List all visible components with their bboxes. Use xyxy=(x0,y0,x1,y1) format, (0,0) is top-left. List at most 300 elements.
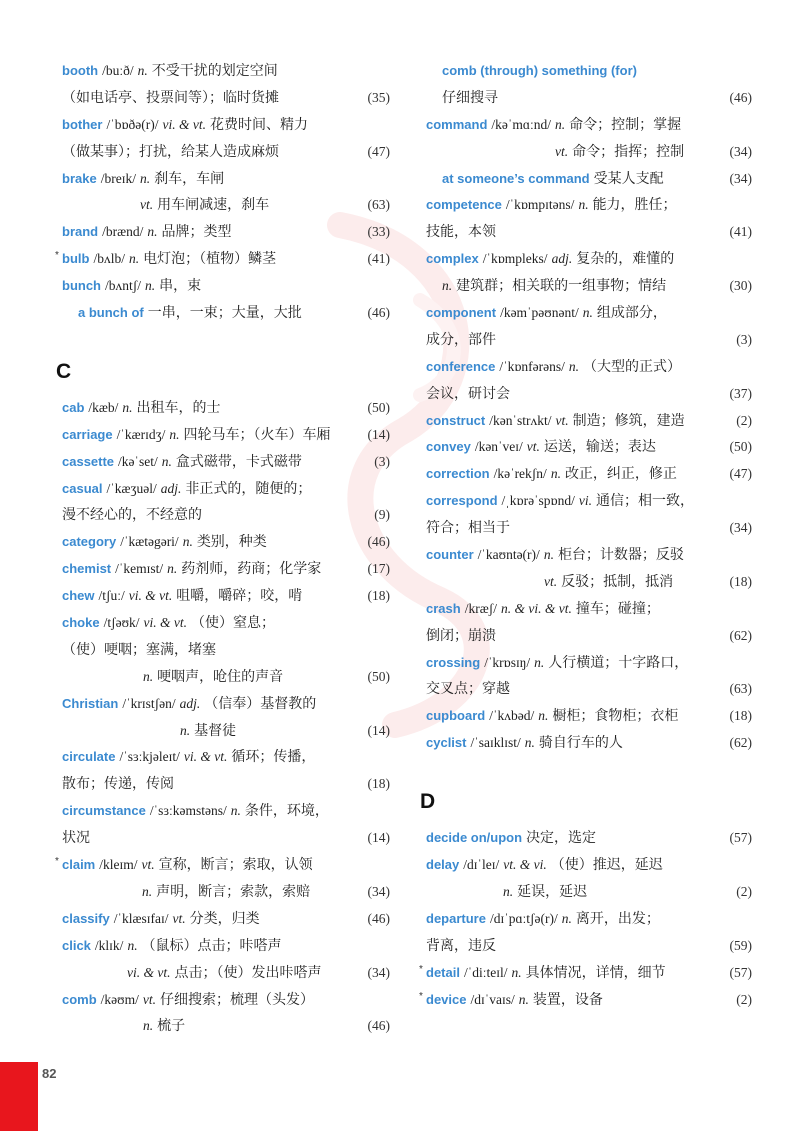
headword: correction xyxy=(426,466,490,482)
headword: cab xyxy=(62,399,85,415)
part-of-speech: n. xyxy=(534,654,545,670)
definition: 离开，出发； xyxy=(575,911,660,927)
definition: 建筑群；相关联的一组事物；情结 xyxy=(456,279,667,295)
phrase-line xyxy=(426,58,752,85)
part-of-speech: n. xyxy=(180,722,191,738)
page-reference: (46) xyxy=(367,305,390,321)
part-of-speech: n. xyxy=(139,170,151,186)
line-content xyxy=(62,744,315,772)
line-content xyxy=(426,596,660,624)
entry-continuation-line xyxy=(426,219,752,246)
part-of-speech: n. xyxy=(561,910,572,926)
part-of-speech: n. xyxy=(167,561,178,577)
headword: booth xyxy=(62,63,99,78)
definition: 装置，设备 xyxy=(532,992,603,1008)
entry-line xyxy=(426,300,752,327)
pronunciation: /brænd/ xyxy=(102,224,144,240)
line-content xyxy=(62,556,321,584)
entry-continuation-line xyxy=(426,515,752,542)
definition: 宣称，断言；索取，认领 xyxy=(158,858,313,874)
page-reference: (18) xyxy=(367,776,390,792)
line-content xyxy=(426,852,663,880)
definition: （大型的正式） xyxy=(583,359,682,375)
pronunciation: /ˈsɜːkjəleɪt/ xyxy=(119,749,180,765)
entry-continuation-line xyxy=(426,676,752,703)
part-of-speech: adj. xyxy=(160,480,182,496)
part-of-speech: n. xyxy=(518,991,529,1007)
line-content xyxy=(62,449,302,477)
definition: 仔细搜寻 xyxy=(442,90,498,106)
entry-continuation-line xyxy=(62,825,390,852)
page-reference: (2) xyxy=(736,991,752,1007)
line-content xyxy=(62,771,174,799)
pronunciation: /bʌntʃ/ xyxy=(105,278,141,294)
part-of-speech: n. xyxy=(142,883,153,899)
page-reference: (50) xyxy=(729,439,752,455)
line-content xyxy=(426,515,510,543)
line-content xyxy=(62,852,313,880)
line-content xyxy=(426,461,677,489)
definition: 决定，选定 xyxy=(526,831,597,847)
page-reference: (57) xyxy=(729,964,752,980)
line-content xyxy=(426,381,510,409)
line-content xyxy=(62,246,276,274)
line-content xyxy=(62,583,302,611)
line-content xyxy=(62,906,260,934)
entry-line xyxy=(426,730,752,757)
pronunciation: /dɪˈvaɪs/ xyxy=(470,991,515,1007)
line-content xyxy=(62,825,90,853)
entry-continuation-line xyxy=(426,933,752,960)
pronunciation: /ˈkʌbəd/ xyxy=(489,708,535,724)
definition: 状况 xyxy=(62,831,90,847)
section-letter: C xyxy=(56,359,72,383)
entry-sense-line xyxy=(426,273,752,300)
headword: circumstance xyxy=(62,803,146,819)
pronunciation: /ˈkæʒuəl/ xyxy=(106,480,157,496)
pronunciation: /tʃuː/ xyxy=(98,588,125,604)
headword: chemist xyxy=(62,561,112,577)
part-of-speech: vt. xyxy=(555,143,569,159)
entry-line xyxy=(62,987,390,1014)
line-content xyxy=(78,300,302,328)
page-reference: (62) xyxy=(729,627,752,643)
definition: （做某事）；打扰，给某人造成麻烦 xyxy=(62,144,279,160)
page-reference: (63) xyxy=(367,197,390,213)
headword: crash xyxy=(426,600,461,616)
line-content xyxy=(62,422,330,450)
definition: 反驳；抵制，抵消 xyxy=(561,574,674,590)
page-reference: (34) xyxy=(367,883,390,899)
line-content xyxy=(426,192,677,220)
pronunciation: /kəˈrekʃn/ xyxy=(493,466,547,482)
headword: component xyxy=(426,305,497,321)
page-reference: (14) xyxy=(367,830,390,846)
definition: 基督徒 xyxy=(194,723,237,739)
part-of-speech: n. xyxy=(578,197,589,213)
pronunciation: /kənˈstrʌkt/ xyxy=(489,412,552,428)
entry-line xyxy=(62,112,390,139)
headword: click xyxy=(62,937,91,953)
part-of-speech: vi. & vt. xyxy=(143,615,187,631)
headword: counter xyxy=(426,547,474,563)
part-of-speech: vt. xyxy=(172,910,186,926)
headword: classify xyxy=(62,910,110,926)
line-content xyxy=(544,569,673,597)
line-content xyxy=(143,1013,185,1041)
definition: 倒闭；崩溃 xyxy=(426,628,496,644)
headword: detail xyxy=(426,964,460,980)
page-reference: (18) xyxy=(367,588,390,604)
headword: complex xyxy=(426,251,479,267)
pronunciation: /dɪˈpɑːtʃə(r)/ xyxy=(489,910,558,926)
pronunciation: /buːð/ xyxy=(102,63,134,78)
headword: casual xyxy=(62,480,103,496)
entry-line xyxy=(62,529,390,556)
line-content xyxy=(426,703,678,731)
glossary-column-left xyxy=(55,58,390,1040)
definition: 不受干扰的划定空间 xyxy=(151,64,278,79)
page-reference: (35) xyxy=(367,89,390,105)
line-content xyxy=(180,718,236,746)
entry-line xyxy=(426,488,752,515)
page-reference: (57) xyxy=(729,830,752,846)
entry-line xyxy=(426,112,752,139)
line-content xyxy=(62,502,202,530)
entry-continuation-line xyxy=(62,502,390,529)
entry-line xyxy=(62,798,390,825)
line-content xyxy=(442,58,637,85)
line-content xyxy=(140,192,269,220)
entry-line xyxy=(62,449,390,476)
pronunciation: /kəʊm/ xyxy=(100,991,139,1007)
line-content xyxy=(426,219,496,247)
phrase-headword: comb (through) something (for) xyxy=(442,63,637,78)
part-of-speech: n. xyxy=(122,399,133,415)
line-content xyxy=(442,85,498,113)
line-content xyxy=(426,933,496,961)
entry-line xyxy=(426,192,752,219)
page-reference: (50) xyxy=(367,668,390,684)
definition: 命令；控制；掌握 xyxy=(569,117,682,133)
headword: choke xyxy=(62,615,100,631)
part-of-speech: vi. & vt. xyxy=(127,964,171,980)
entry-line xyxy=(426,461,752,488)
part-of-speech: n. xyxy=(554,116,566,132)
page-reference: (41) xyxy=(729,224,752,240)
entry-line xyxy=(62,395,390,422)
entry-continuation-line xyxy=(426,85,752,112)
part-of-speech: vi. xyxy=(578,493,592,509)
definition: 命令；指挥；控制 xyxy=(572,144,685,160)
page-reference: (9) xyxy=(374,507,390,523)
page-reference: (14) xyxy=(367,426,390,442)
part-of-speech: n. xyxy=(442,278,453,294)
definition: 点击；（使）发出咔嗒声 xyxy=(174,965,322,981)
entry-line xyxy=(62,933,390,960)
definition: 会议，研讨会 xyxy=(426,386,510,402)
definition: 具体情况，详情，细节 xyxy=(525,965,666,981)
entry-line xyxy=(62,583,390,610)
definition: 循环；传播， xyxy=(231,750,316,766)
line-content xyxy=(426,730,623,758)
pronunciation: /ˈkaʊntə(r)/ xyxy=(477,547,540,563)
part-of-speech: vt. xyxy=(142,991,156,1007)
part-of-speech: n. xyxy=(524,735,535,751)
pronunciation: /kəˈmɑːnd/ xyxy=(491,116,551,132)
part-of-speech: vt. xyxy=(544,573,558,589)
definition: 复杂的，难懂的 xyxy=(576,252,675,268)
entry-line xyxy=(426,246,752,273)
page-reference: (2) xyxy=(736,883,752,899)
entry-line xyxy=(426,852,752,879)
line-content xyxy=(62,395,221,423)
page-reference: (47) xyxy=(367,143,390,159)
pronunciation: /ˈkɒmpɪtəns/ xyxy=(505,197,575,213)
pronunciation: /ˌkɒrəˈspɒnd/ xyxy=(501,493,575,509)
part-of-speech: vt. & vi. xyxy=(503,857,547,873)
key-word-star-marker: * xyxy=(55,250,59,262)
line-content xyxy=(426,906,660,934)
definition: 非正式的，随便的； xyxy=(185,481,312,497)
definition: 能力，胜任； xyxy=(592,198,677,214)
page-reference: (18) xyxy=(729,573,752,589)
definition: 品牌；类型 xyxy=(161,225,232,241)
pronunciation: /ˈkemɪst/ xyxy=(115,561,164,577)
definition: 漫不经心的，不经意的 xyxy=(62,508,202,524)
line-content xyxy=(62,987,314,1015)
headword: cyclist xyxy=(426,735,467,751)
page-reference: (34) xyxy=(729,143,752,159)
section-heading xyxy=(56,327,390,395)
line-content xyxy=(426,825,596,853)
page-corner-tab xyxy=(0,1062,38,1131)
entry-continuation-line xyxy=(62,85,390,112)
entry-line xyxy=(426,906,752,933)
section-letter: D xyxy=(420,790,436,814)
definition: 技能，本领 xyxy=(426,225,496,241)
page-reference: (18) xyxy=(729,708,752,724)
entry-continuation-line xyxy=(426,381,752,408)
part-of-speech: n. xyxy=(143,668,154,684)
pronunciation: /ˈkætəgəri/ xyxy=(120,534,179,550)
line-content xyxy=(555,139,684,167)
headword: command xyxy=(426,116,488,132)
phrase-headword: at someone’s command xyxy=(442,170,590,186)
page-reference: (50) xyxy=(367,399,390,415)
headword: construct xyxy=(426,412,486,428)
key-word-star-marker: * xyxy=(55,856,59,868)
page-reference: (46) xyxy=(367,1018,390,1034)
page-reference: (37) xyxy=(729,385,752,401)
entry-sense-line xyxy=(62,664,390,691)
page-reference: (14) xyxy=(367,722,390,738)
definition: 盒式磁带，卡式磁带 xyxy=(175,454,302,470)
line-content xyxy=(62,476,311,504)
line-content xyxy=(426,542,684,570)
page-reference: (47) xyxy=(729,466,752,482)
headword: claim xyxy=(62,857,96,873)
page-reference: (63) xyxy=(729,681,752,697)
headword: comb xyxy=(62,991,97,1007)
headword: brake xyxy=(62,170,97,186)
line-content xyxy=(426,327,496,355)
headword: departure xyxy=(426,910,486,926)
line-content xyxy=(426,650,688,678)
page-reference: (34) xyxy=(729,520,752,536)
definition: 串，束 xyxy=(159,279,202,295)
pronunciation: /dɪˈleɪ/ xyxy=(463,857,500,873)
definition: 改正，纠正，修正 xyxy=(564,467,677,483)
page-reference: (62) xyxy=(729,735,752,751)
definition: 延误，延迟 xyxy=(517,884,588,900)
line-content xyxy=(62,637,216,665)
entry-sense-line xyxy=(62,879,390,906)
page-reference: (33) xyxy=(367,224,390,240)
definition: 咀嚼，嚼碎；咬，啃 xyxy=(176,589,303,605)
pronunciation: /breɪk/ xyxy=(100,170,136,186)
part-of-speech: adj. xyxy=(551,251,573,267)
pronunciation: /ˈsaɪklɪst/ xyxy=(470,735,521,751)
line-content xyxy=(142,879,310,907)
pronunciation: /ˈbɒðə(r)/ xyxy=(106,116,159,132)
definition: 电灯泡；（植物）鳞茎 xyxy=(143,252,277,268)
headword: cassette xyxy=(62,453,115,469)
definition: 柜台；计数器；反驳 xyxy=(557,548,684,564)
definition: 背离，违反 xyxy=(426,938,496,954)
part-of-speech: n. xyxy=(543,547,554,563)
entry-line xyxy=(419,987,752,1014)
part-of-speech: n. xyxy=(230,803,241,819)
entry-continuation-line xyxy=(426,327,752,354)
definition: 散布；传递，传阅 xyxy=(62,777,174,793)
part-of-speech: vt. xyxy=(141,857,155,873)
line-content xyxy=(62,610,275,638)
entry-line xyxy=(62,906,390,933)
page-reference: (3) xyxy=(736,331,752,347)
part-of-speech: n. xyxy=(145,278,156,294)
entry-line xyxy=(62,58,390,85)
headword: convey xyxy=(426,439,471,455)
headword: cupboard xyxy=(426,708,486,724)
headword: bunch xyxy=(62,278,101,294)
definition: 橱柜；食物柜；衣柜 xyxy=(552,709,679,725)
pronunciation: /kæb/ xyxy=(88,399,119,415)
pronunciation: /ˈkrɒsɪŋ/ xyxy=(484,654,531,670)
entry-sense-line xyxy=(426,879,752,906)
headword: carriage xyxy=(62,426,113,442)
definition: 骑自行车的人 xyxy=(538,736,623,752)
entry-line xyxy=(55,246,390,273)
line-content xyxy=(426,488,694,516)
pronunciation: /bʌlb/ xyxy=(93,251,125,267)
line-content xyxy=(426,300,667,328)
part-of-speech: n. xyxy=(127,937,138,953)
definition: 仔细搜索；梳理（头发） xyxy=(159,992,314,1008)
phrase-line xyxy=(62,300,390,327)
definition: 梳子 xyxy=(157,1019,186,1035)
part-of-speech: vt. xyxy=(555,412,569,428)
part-of-speech: n. xyxy=(161,453,172,469)
entry-line xyxy=(62,610,390,637)
entry-line xyxy=(62,219,390,246)
entry-line xyxy=(62,691,390,718)
headword: correspond xyxy=(426,493,498,509)
definition: 运送，输送；表达 xyxy=(543,440,656,456)
headword: Christian xyxy=(62,695,119,711)
line-content xyxy=(127,960,322,988)
definition: 成分，部件 xyxy=(426,332,496,348)
part-of-speech: n. xyxy=(582,305,593,321)
line-content xyxy=(426,246,674,274)
part-of-speech: vi. & vt. xyxy=(183,749,228,765)
line-content xyxy=(426,676,510,704)
headword: circulate xyxy=(62,749,116,765)
pronunciation: /ˈkærɪdʒ/ xyxy=(116,426,166,442)
pronunciation: /ˈsɜːkəmstəns/ xyxy=(149,803,227,819)
definition: 撞车；碰撞； xyxy=(575,601,660,617)
entry-line xyxy=(62,476,390,503)
line-content xyxy=(62,529,267,557)
pronunciation: /ˈkɒmpleks/ xyxy=(482,251,548,267)
definition: 通信；相一致， xyxy=(596,494,694,510)
definition: 分类，归类 xyxy=(189,911,260,927)
line-content xyxy=(426,623,496,651)
line-content xyxy=(426,408,685,436)
definition: 组成部分， xyxy=(596,306,667,322)
line-content xyxy=(426,987,603,1015)
line-content xyxy=(62,933,282,961)
line-content xyxy=(62,691,316,719)
entry-line xyxy=(426,542,752,569)
part-of-speech: vt. xyxy=(526,439,540,455)
pronunciation: /kəˈset/ xyxy=(118,453,158,469)
definition: 用车闸减速，刹车 xyxy=(157,198,270,214)
section-heading xyxy=(420,757,752,825)
line-content xyxy=(426,960,666,988)
definition: （使）哽咽；塞满，堵塞 xyxy=(62,642,216,658)
entry-line xyxy=(426,434,752,461)
definition: 一串，一束；大量，大批 xyxy=(147,306,302,322)
entry-line xyxy=(426,825,752,852)
headword: decide on/upon xyxy=(426,830,523,846)
part-of-speech: n. xyxy=(182,534,193,550)
part-of-speech: n. xyxy=(128,251,140,267)
page-reference: (41) xyxy=(367,251,390,267)
page-reference: (2) xyxy=(736,412,752,428)
part-of-speech: vt. xyxy=(140,197,154,213)
entry-line xyxy=(62,556,390,583)
pronunciation: /kəmˈpəʊnənt/ xyxy=(500,305,579,321)
page-reference: (3) xyxy=(374,453,390,469)
definition: （使）窒息； xyxy=(190,616,275,632)
definition: 符合；相当于 xyxy=(426,521,510,537)
part-of-speech: n. & vi. & vt. xyxy=(500,600,572,616)
part-of-speech: n. xyxy=(143,1018,154,1034)
pronunciation: /tʃəʊk/ xyxy=(103,615,140,631)
pronunciation: /ˈdiːteɪl/ xyxy=(463,964,508,980)
entry-line xyxy=(55,852,390,879)
entry-line xyxy=(62,744,390,771)
key-word-star-marker: * xyxy=(419,963,423,975)
definition: （信奉）基督教的 xyxy=(204,696,317,712)
definition: （鼠标）点击；咔嗒声 xyxy=(141,938,282,954)
page-reference: (34) xyxy=(367,964,390,980)
part-of-speech: vi. & vt. xyxy=(162,116,206,132)
entry-sense-line xyxy=(62,960,390,987)
page-reference: (46) xyxy=(367,910,390,926)
entry-continuation-line xyxy=(62,637,390,664)
